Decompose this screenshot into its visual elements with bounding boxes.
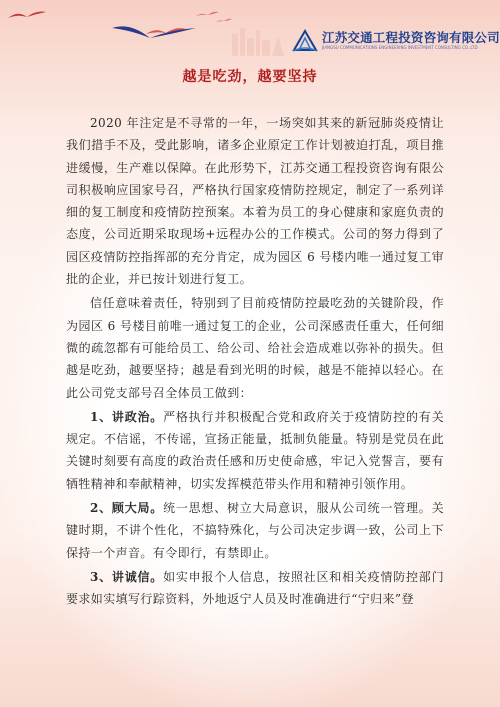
bird-icon [8,12,46,18]
paragraph-lead: 3、讲诚信。 [90,569,164,584]
bird-icon [216,19,232,22]
company-name-en: JIANGSU COMMUNICATIONS ENGINEERING INVESTMENT CONSULTING CO.,LTD [322,45,478,51]
article-paragraph [66,566,444,611]
paragraph-text: 如实申报个人信息，按照社区和相关疫情防控部门要求如实填写行踪资料，外地返宁人员及时准确进行“宁归来”登 [66,569,444,607]
bird-icon [196,12,219,16]
paragraph-lead: 2、顾大局。 [90,501,164,516]
article-paragraph [66,112,444,290]
article-paragraph [66,497,444,564]
paragraph-text: 统一思想、树立大局意识，服从公司统一管理。关键时期，不讲个性化，不搞特殊化，与公司决定步调一致，公司上下保持一个声音。有令即行，有禁即止。 [66,501,444,560]
skyline-decoration [232,28,284,56]
company-name: 江苏交通工程投资咨询有限公司 [322,29,500,45]
paragraph-text: 严格执行并积极配合党和政府关于疫情防控的有关规定。不信谣，不传谣，宣扬正能量，抵制负能量。特别是党员在此关键时刻要有高度的政治责任感和历史使命感，牢记入党誓言，要有牺牲精神和奉献精神，切实发挥模范带头作用和精神引领作用。 [66,409,444,491]
company-logo [292,28,500,54]
article-paragraph [66,292,444,403]
paragraph-lead: 1、讲政治。 [90,409,164,424]
article-body [66,112,444,613]
paragraph-text: 2020 年注定是不寻常的一年，一场突如其来的新冠肺炎疫情让我们措手不及，受此影响，诸多企业原定工作计划被迫打乱，项目推进缓慢，生产难以保障。在此形势下，江苏交通工程投资咨询有限公司积极响应国家号召，严格执行国家疫情防控规定，制定了一系列详细的复工制度和疫情防控预案。本着为员工的身心健康和家庭负责的态度，公司近期采取现场+远程办公的工作模式。公司的努力得到了园区疫情防控指挥部的充分肯定，成为园区 6 号楼内唯一通过复工审批的企业，并已按计划进行复工。 [66,116,444,287]
article-paragraph [66,406,444,495]
company-logo-icon [292,28,318,54]
article-title: 越是吃劲，越要坚持 [182,69,318,85]
paragraph-text: 信任意味着责任，特别到了目前疫情防控最吃劲的关键阶段，作为园区 6 号楼目前唯一通过复工的企业，公司深感责任重大，任何细微的疏忽都有可能给员工、给公司、给社会造成难以弥补的损失。但越是吃劲，越要坚持；越是看到光明的时候，越是不能掉以轻心。在此公司党支部号召全体员工做到： [66,296,444,400]
